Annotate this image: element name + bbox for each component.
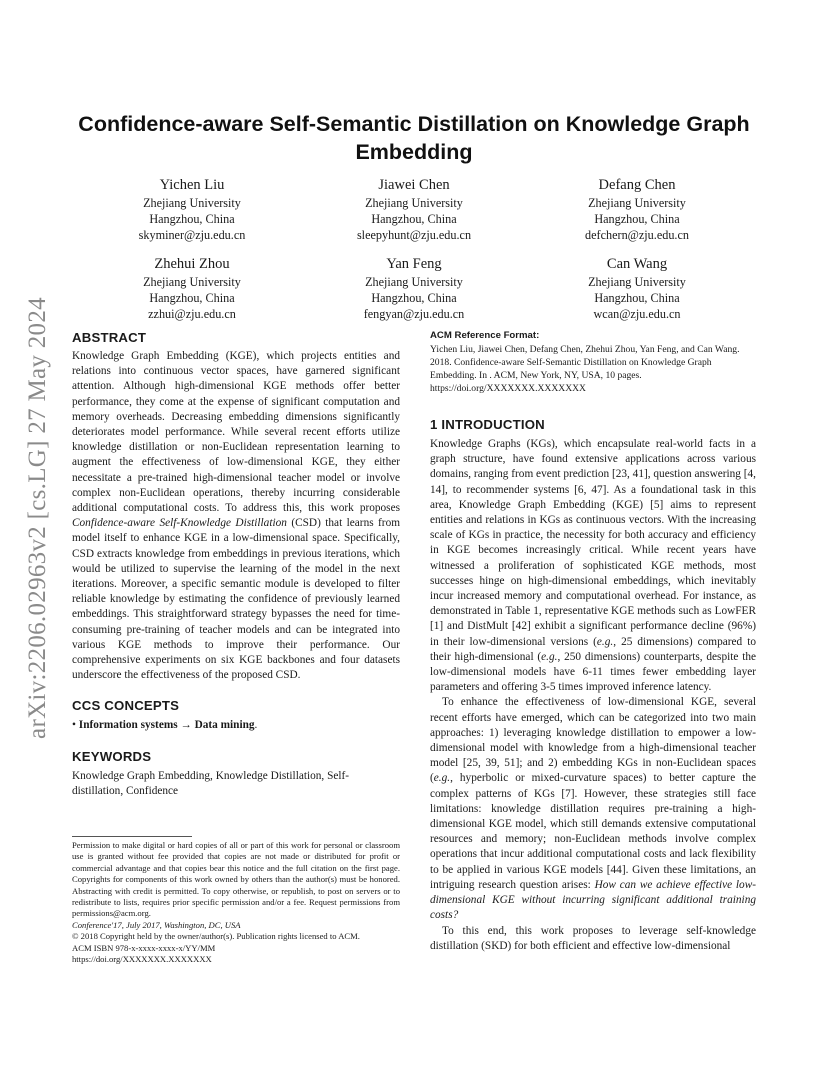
arxiv-id: arXiv:2206.02963v2 [cs.LG] 27 May 2024 <box>24 297 51 739</box>
author-affiliation: Zhejiang University <box>143 196 241 210</box>
author-name: Defang Chen <box>598 177 676 193</box>
author-name: Can Wang <box>606 256 668 272</box>
author-block <box>82 254 302 322</box>
author-block <box>304 175 524 243</box>
author-affiliation: Zhejiang University <box>365 275 463 289</box>
research-question: How can we achieve effective low-dimensional KGE without incurring significant additional training costs? <box>430 878 756 922</box>
acm-reference-text: Yichen Liu, Jiawei Chen, Defang Chen, Zhehui Zhou, Yan Feng, and Can Wang. 2018. Confidence-aware Self-Semantic Distillation on Knowledge Graph Embedding. In . ACM, New York, NY, USA, 10 pages. https://doi.org/XXXXXXX.XXXXXXX <box>430 344 740 394</box>
author-name: Yan Feng <box>386 256 442 272</box>
abstract-text: Knowledge Graph Embedding (KGE), which projects entities and relations into continuous vector spaces, have garnered significant attention. Although high-dimensional KGE methods offer better performance, they come at the expense of significant computation and memory overheads. Decreasing embedding dimensions significantly deteriorates model performance. While several recent efforts utilize knowledge distillation or non-Euclidean representation learning to augment the effectiveness of low-dimensional KGE, they either necessitate a pre-trained high-dimensional teacher model or involve complex non-Euclidean operations, thereby incurring considerable additional computational costs. To address this, this work proposes Confidence-aware Self-Knowledge Distillation (CSD) that learns from model itself to enhance KGE in a low-dimensional space. Specifically, CSD extracts knowledge from embeddings in previous iterations, which would be utilized to supervise the learning of the model in the next iterations. Moreover, a specific semantic module is developed to filter reliable knowledge by estimating the confidence of previously learned embeddings. This straightforward strategy bypasses the need for time-consuming pre-training of teacher models and can be integrated into various KGE methods to improve their performance. Our comprehensive experiments on six KGE backbones and four datasets underscore the effectiveness of the proposed CSD. <box>72 350 401 682</box>
footnote <box>72 840 400 965</box>
abstract-method-name: Confidence-aware Self-Knowledge Distillation <box>72 517 287 530</box>
intro-paragraph-3: To this end, this work proposes to leverage self-knowledge distillation (SKD) for both efficient and effective low-dimensional <box>430 924 756 952</box>
author-location: Hangzhou, China <box>149 212 235 226</box>
arxiv-watermark <box>18 276 58 760</box>
ccs-concepts: • Information systems → Data mining. <box>72 719 258 732</box>
ccs-item: Information systems → Data mining <box>78 719 255 732</box>
author-email: skyminer@zju.edu.cn <box>138 228 246 242</box>
author-name: Jiawei Chen <box>378 177 450 193</box>
author-email: sleepyhunt@zju.edu.cn <box>356 228 472 242</box>
keywords-heading: KEYWORDS <box>72 748 152 764</box>
author-name: Yichen Liu <box>159 177 225 193</box>
paper-title: Confidence-aware Self-Semantic Distillation on Knowledge Graph Embedding <box>78 112 750 164</box>
author-block <box>527 175 747 243</box>
keywords-text: Knowledge Graph Embedding, Knowledge Distillation, Self-distillation, Confidence <box>72 769 350 797</box>
author-location: Hangzhou, China <box>149 291 235 305</box>
ccs-heading: CCS CONCEPTS <box>72 698 180 714</box>
author-block <box>304 254 524 322</box>
abstract-heading: ABSTRACT <box>72 330 147 345</box>
author-location: Hangzhou, China <box>371 291 457 305</box>
author-block <box>527 254 747 322</box>
author-location: Hangzhou, China <box>594 291 680 305</box>
author-email: wcan@zju.edu.cn <box>593 307 681 321</box>
author-location: Hangzhou, China <box>594 212 680 226</box>
author-email: defchern@zju.edu.cn <box>585 228 689 242</box>
author-affiliation: Zhejiang University <box>588 196 686 210</box>
intro-paragraph-1: Knowledge Graphs (KGs), which encapsulate real-world facts in a graph structure, have found extensive applications across various domains, ranging from event prediction [23, 41], question answering [4, 14], to recommender systems [6, 47]. As a foundational task in this area, Knowledge Graph Embedding (KGE) [5] aims to represent entities and relations in KGs as continuous vectors. With the increasing scale of KGs in practice, the necessity for both accuracy and efficiency in KGE becomes increasingly critical. While recent years have witnessed a proliferation of sophisticated KGE methods, most successes hinge on high-dimensional embeddings, which inevitably incur increased memory and computational overhead. For instance, as demonstrated in Table 1, representative KGE methods such as LowFER [1] and DistMult [42] exhibit a significant performance decline (96%) in their low-dimensional versions (e.g., 25 dimensions) compared to their high-dimensional (e.g., 250 dimensions) counterparts, despite the low-dimensional models have 6-11 times fewer embedding layer parameters and offering 3-5 times improved inference latency. <box>430 438 757 694</box>
isbn: ACM ISBN 978-x-xxxx-xxxx-x/YY/MM <box>72 942 216 953</box>
author-affiliation: Zhejiang University <box>365 196 463 210</box>
copyright-notice: © 2018 Copyright held by the owner/author(s). Publication rights licensed to ACM. <box>72 931 360 942</box>
author-name: Zhehui Zhou <box>154 256 230 272</box>
left-column <box>72 330 400 799</box>
introduction-heading: 1 INTRODUCTION <box>430 417 545 432</box>
conference-info: Conference'17, July 2017, Washington, DC, USA <box>72 919 241 930</box>
doi-link[interactable]: https://doi.org/XXXXXXX.XXXXXXX <box>72 954 212 965</box>
footnote-divider <box>72 836 192 837</box>
intro-paragraph-2: To enhance the effectiveness of low-dimensional KGE, several recent efforts have emerged, which can be categorized into two main approaches: 1) leveraging knowledge distillation to empower a low-dimensional model with knowledge from a high-dimensional teacher model [25, 39, 51]; and 2) embedding KGs in non-Euclidean spaces (e.g., hyperbolic or mixed-curvature spaces) to better capture the complex patterns of KGs [7]. However, these strategies still face limitations: knowledge distillation requires pre-training a high-dimensional KGE model, which still demands extensive computational resources and memory; non-Euclidean methods involve complex operations that incur additional computational costs and lack flexibility to be applied in various KGE models [44]. Given these limitations, an intriguing research question arises: How can we achieve effective low-dimensional KGE without incurring significant additional training costs? <box>430 696 756 922</box>
author-block <box>82 175 302 243</box>
permission-notice: Permission to make digital or hard copies of all or part of this work for personal or classroom use is granted without fee provided that copies are not made or distributed for profit or commercial advantage and that copies bear this notice and the full citation on the first page. Copyrights for components of this work owned by others than the author(s) must be honored. Abstracting with credit is permitted. To copy otherwise, or republish, to post on servers or to redistribute to lists, requires prior specific permission and/or a fee. Request permissions from permissions@acm.org. <box>72 840 400 919</box>
author-location: Hangzhou, China <box>371 212 457 226</box>
author-affiliation: Zhejiang University <box>143 275 241 289</box>
acm-reference-heading: ACM Reference Format: <box>430 330 540 341</box>
author-email: fengyan@zju.edu.cn <box>363 307 465 321</box>
author-affiliation: Zhejiang University <box>588 275 686 289</box>
right-column <box>430 330 756 954</box>
author-email: zzhui@zju.edu.cn <box>148 307 236 321</box>
